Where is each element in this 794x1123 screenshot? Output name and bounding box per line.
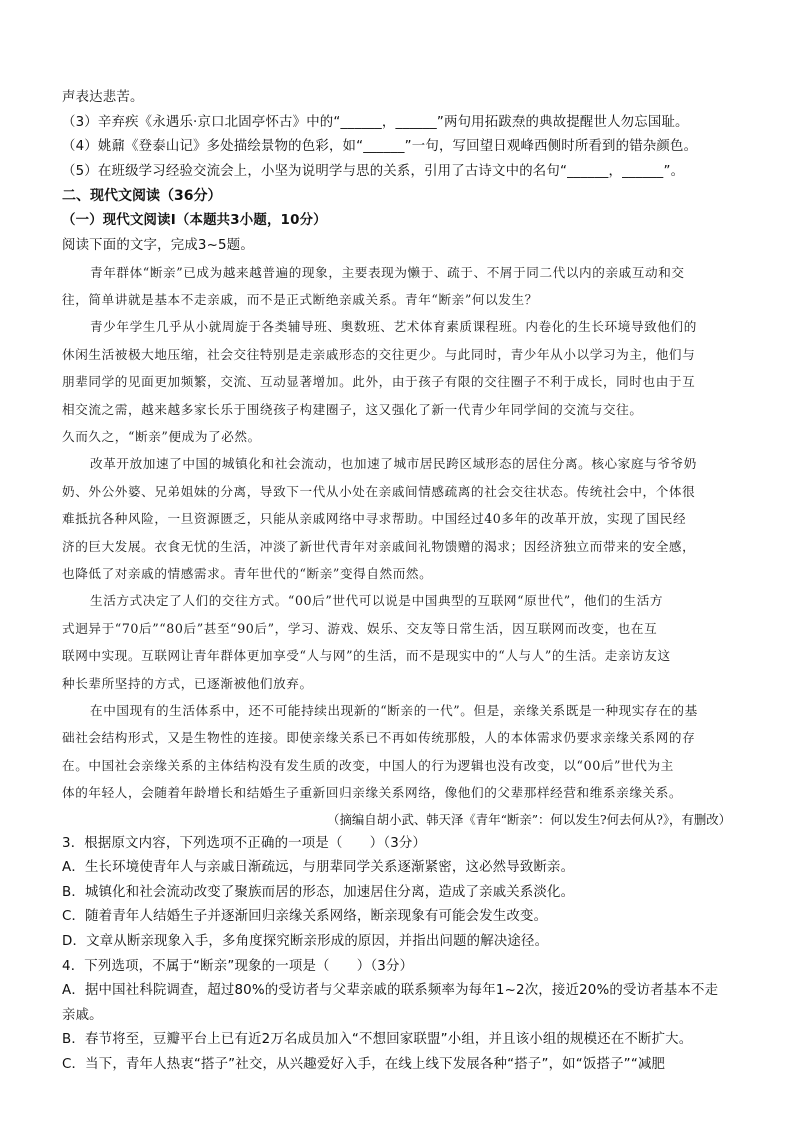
passage-line: 青少年学生几乎从小就周旋于各类辅导班、奥数班、艺术体育素质课程班。内卷化的生长环境导致他们的	[90, 319, 697, 335]
option-c: C．随着青年人结婚生子并逐渐回归亲缘关系网络，断亲现象有可能会发生改变。	[62, 909, 548, 925]
option-b: B．春节将至，豆瓣平台上已有近2万名成员加入“不想回家联盟”小组，并且该小组的规模还在不断扩大。	[62, 1032, 693, 1048]
option-a-continued: 亲戚。	[62, 1007, 103, 1023]
passage-line: 难抵抗各种风险，一旦资源匮乏，只能从亲戚网络中寻求帮助。中国经过40多年的改革开放，实现了国民经	[62, 511, 687, 527]
passage-line: 在。中国社会亲缘关系的主体结构没有发生质的改变，中国人的行为逻辑也没有改变，以“00后”世代为主	[62, 757, 674, 773]
passage-line: 青年群体“断亲”已成为越来越普遍的现象，主要表现为懒于、疏于、不屑于同二代以内的亲戚互动和交	[90, 264, 685, 280]
option-c: C．当下，青年人热衷“搭子”社交，从兴趣爱好入手，在线上线下发展各种“搭子”，如“饭搭子”“减肥	[62, 1057, 666, 1073]
instruction: 阅读下面的文字，完成3~5题。	[62, 237, 254, 253]
option-b: B．城镇化和社会流动改变了聚族而居的形态，加速居住分离，造成了亲戚关系淡化。	[62, 884, 575, 900]
question-stem: 4．下列选项，不属于“断亲”现象的一项是（ ）（3分）	[62, 958, 414, 974]
question-4	[62, 955, 737, 1078]
passage-line: 相交流之需，越来越多家长乐于围绕孩子构建圈子，这又强化了新一代青少年同学间的交流与交往。	[62, 401, 643, 417]
passage-line: 式迥异于“70后”“80后”甚至“90后”，学习、游戏、娱乐、交友等日常生活，因互联网而改变，也在互	[62, 620, 658, 636]
option-a: A．据中国社科院调查，超过80%的受访者与父辈亲戚的联系频率为每年1~2次，接近20%的受访者基本不走	[62, 983, 719, 999]
passage-line: 生活方式决定了人们的交往方式。“00后”世代可以说是中国典型的互联网“原世代”，他们的生活方	[90, 593, 664, 609]
subsection-title: （一）现代文阅读Ⅰ（本题共3小题，10分）	[62, 213, 327, 229]
question-stem: 3．根据原文内容，下列选项不正确的一项是（ ）（3分）	[62, 835, 427, 851]
passage-line: 础社会结构形式，又是生物性的连接。即使亲缘关系已不再如传统那般，人的本体需求仍要求亲缘关系网的存	[62, 730, 696, 746]
question-line: （3）辛弃疾《永遇乐·京口北固亭怀古》中的“______，______”两句用拓跋焘的典故提醒世人勿忘国耻。	[62, 114, 689, 130]
fill-blank-questions	[62, 86, 737, 184]
passage-line: 朋辈同学的见面更加频繁，交流、互动显著增加。此外，由于孩子有限的交往圈子不利于成长，同时也由于互	[62, 374, 696, 390]
option-a: A．生长环境使青年人与亲戚日渐疏远，与朋辈同学关系逐渐紧密，这必然导致断亲。	[62, 860, 575, 876]
passage-line: 改革开放加速了中国的城镇化和社会流动，也加速了城市居民跨区域形态的居住分离。核心家庭与爷爷奶	[90, 456, 697, 472]
question-3	[62, 832, 737, 955]
section-title: 二、现代文阅读（36分）	[62, 188, 222, 205]
passage-line: 往，简单讲就是基本不走亲戚，而不是正式断绝亲戚关系。青年“断亲”何以发生？	[62, 291, 538, 307]
passage-line: 休闲生活被极大地压缩，社会交往特别是走亲戚形态的交往更少。与此同时，青少年从小以学习为主，他们与	[62, 346, 696, 362]
passage-line: 济的巨大发展。衣食无忧的生活，冲淡了新世代青年对亲戚间礼物馈赠的渴求；因经济独立而带来的安全感，	[62, 538, 696, 554]
passage-line: 种长辈所坚持的方式，已逐渐被他们放弃。	[62, 675, 313, 691]
passage-line: 在中国现有的生活体系中，还不可能持续出现新的“断亲的一代”。但是，亲缘关系既是一种现实存在的基	[90, 703, 698, 719]
passage-line: 久而久之，“断亲”便成为了必然。	[62, 429, 261, 444]
passage-line: 奶、外公外婆、兄弟姐妹的分离，导致下一代从小处在亲戚间情感疏离的社会交往状态。传统社会中，个体很	[62, 483, 696, 499]
passage-line: 联网中实现。互联网让青年群体更加享受“人与网”的生活，而不是现实中的“人与人”的生活。走亲访友这	[62, 648, 671, 664]
text-line: 声表达悲苦。	[62, 90, 144, 105]
passage-source: （摘编自胡小武、韩天泽《青年“断亲”：何以发生?何去何从?》，有删改）	[327, 811, 731, 827]
option-d: D．文章从断亲现象入手，多角度探究断亲形成的原因，并指出问题的解决途径。	[62, 934, 549, 950]
passage-line: 也降低了对亲戚的情感需求。青年世代的“断亲”变得自然而然。	[62, 566, 433, 582]
question-line: （4）姚鼐《登泰山记》多处描绘景物的色彩，如“______”一句，写回望日观峰西侧时所看到的错杂颜色。	[62, 139, 698, 155]
exam-page	[62, 86, 737, 1078]
question-line: （5）在班级学习经验交流会上，小坚为说明学与思的关系，引用了古诗文中的名句“______，______”。	[62, 163, 685, 179]
reading-passage	[62, 259, 737, 807]
passage-line: 体的年轻人，会随着年龄增长和结婚生子重新回归亲缘关系网络，像他们的父辈那样经营和维系亲缘关系。	[62, 785, 683, 801]
